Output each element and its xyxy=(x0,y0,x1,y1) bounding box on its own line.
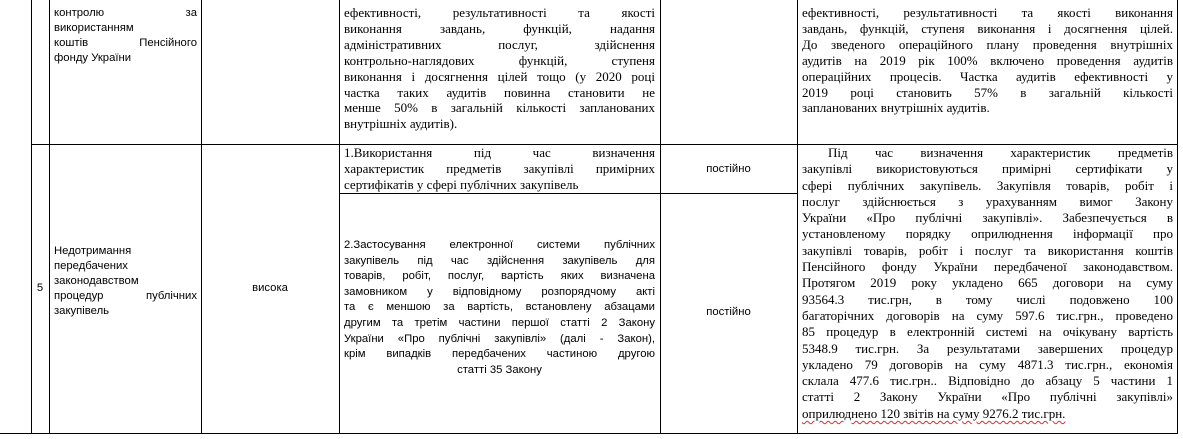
cell-text-line: України «Про публічні закупівлі». Забезпечується в xyxy=(802,210,1173,226)
cell-text-line: Недотримання xyxy=(54,245,132,257)
cell-text-line: використанням xyxy=(54,22,134,34)
cell-text-line: законодавством xyxy=(54,275,139,287)
cell-text-line: статті 35 Закону xyxy=(457,363,542,376)
cell-text-line: запланованих внутрішніх аудитів. xyxy=(802,100,990,116)
risk-level-cell xyxy=(201,281,339,296)
cell-text-line: 93564.3 тис.грн, в тому числі подовжено 100 xyxy=(802,291,1173,307)
cell-text-line: крім випадків передбачених частиною другою xyxy=(344,348,655,361)
subrow-divider xyxy=(339,193,797,194)
cell-text-line: операційних процесів. Частка аудитів ефективності у xyxy=(802,68,1173,84)
cell-text-line: послуг здійснюється з урахуванням вимог Закону xyxy=(802,193,1173,209)
cell-text-line: закупівель під час здійснення закупівель для xyxy=(344,254,655,267)
table-column-divider xyxy=(201,0,202,433)
term-1: постійно xyxy=(706,163,751,175)
risk-level: висока xyxy=(252,282,288,294)
table-column-divider xyxy=(660,0,661,433)
row-number-cell xyxy=(31,281,49,296)
cell-text-line: замовником у відповідному розпорядчому акті xyxy=(344,285,655,298)
cell-text-line: фонду України xyxy=(54,52,132,64)
row-number: 5 xyxy=(36,282,44,294)
cell-text-line: товарів, робіт, послуг, вартість яких визначена xyxy=(344,270,655,283)
cell-text-line: виконання завдань, функцій, надання xyxy=(344,20,655,36)
cell-text-line: закупівлі товарів, робіт і послуг та використання коштів xyxy=(802,242,1173,258)
cell-text-line: До зведеного операційного плану проведення внутрішніх xyxy=(802,36,1173,52)
table-border-right xyxy=(1177,0,1178,433)
table-column-divider xyxy=(49,0,50,433)
cell-text-line: коштів Пенсійного xyxy=(54,37,197,49)
cell-text-line: передбачених xyxy=(54,260,128,272)
cell-text-line: менше 50% в загальній кількості запланованих xyxy=(344,100,655,116)
top-row-object-cell xyxy=(54,6,197,66)
cell-text-line: та є меншою за вартість, встановлену абзацами xyxy=(344,301,655,314)
cell-text-line: Під час визначення характеристик предметів xyxy=(828,145,1173,160)
cell-text-line: внутрішніх аудитів). xyxy=(344,116,458,132)
cell-text-line: процедур публічних xyxy=(54,290,197,302)
cell-text-line: завдань, функцій, ступеня виконання і досягнення цілей. xyxy=(802,20,1173,36)
cell-text-line: аудитів на 2019 рік 100% включено проведення аудитів xyxy=(802,52,1173,68)
cell-text-line: другим та третім частини першої статті 2 Закону xyxy=(344,316,655,329)
cell-text-line: контролю за xyxy=(54,7,197,19)
cell-text-line: 2019 році становить 57% в загальній кількості xyxy=(802,84,1173,100)
measure-1-cell xyxy=(344,145,655,193)
cell-text-line: контрольно-наглядових функцій, ступеня xyxy=(344,52,655,68)
term-2-cell xyxy=(660,305,797,320)
table-column-divider xyxy=(339,0,340,433)
cell-text-line: 2.Застосування електронної системи публічних xyxy=(344,239,655,251)
cell-text-line: характеристик предметів закупівлі примірних xyxy=(344,160,655,176)
cell-text-line: Протягом 2019 року укладено 665 договори на суму xyxy=(802,275,1173,291)
cell-text-line: сертифікатів у сфері публічних закупівель xyxy=(344,176,579,192)
cell-text-line: виконання і досягнення цілей тощо (у 2020 році xyxy=(344,68,655,84)
table-border-bottom xyxy=(0,433,1178,434)
term-2: постійно xyxy=(706,306,751,318)
cell-text-line: ефективності, результативності та якості виконання xyxy=(802,5,1173,20)
table-column-divider xyxy=(797,0,798,433)
top-row-result-cell xyxy=(802,5,1173,116)
cell-text-line: склала 477.6 тис.грн.. Відповідно до абзацу 5 частини 1 xyxy=(802,373,1173,389)
cell-text-line: оприлюднено 120 звітів на суму 9276.2 тис.грн. xyxy=(802,405,1066,421)
result-cell xyxy=(802,145,1173,422)
cell-text-line: України «Про публічні закупівлі» (далі - Закон), xyxy=(344,332,655,345)
cell-text-line: багаторічних договорів на суму 597.6 тис.грн., проведено xyxy=(802,307,1173,323)
risk-cell xyxy=(54,244,197,319)
cell-text-line: 85 процедур в електронній системі на очікувану вартість xyxy=(802,324,1173,340)
term-1-cell xyxy=(660,162,797,177)
cell-text-line: установленому порядку оприлюднення інформації про xyxy=(802,226,1173,242)
cell-text-line: 1.Використання під час визначення xyxy=(344,145,655,160)
cell-text-line: сфері публічних закупівель. Закупівля товарів, робіт і xyxy=(802,177,1173,193)
cell-text-line: частка таких аудитів повинна становити не xyxy=(344,84,655,100)
table-border-left xyxy=(31,0,32,433)
cell-text-line: закупівель xyxy=(54,305,110,317)
cell-text-line: 5348.9 тис.грн. За результатами завершених процедур xyxy=(802,340,1173,356)
top-row-measure-cell xyxy=(344,5,655,132)
cell-text-line: закупівлі використовуються примірні сертифікати у xyxy=(802,161,1173,177)
cell-text-line: адміністративних послуг, здійснення xyxy=(344,36,655,52)
cell-text-line: ефективності, результативності та якості xyxy=(344,5,655,20)
cell-text-line: Пенсійного фонду України передбаченої законодавством. xyxy=(802,259,1173,275)
measure-2-cell xyxy=(344,238,655,378)
cell-text-line: статті 2 Закону України «Про публічні закупівлі» xyxy=(802,389,1173,405)
cell-text-line: укладено 79 договорів на суму 4871.3 тис.грн., економія xyxy=(802,356,1173,372)
